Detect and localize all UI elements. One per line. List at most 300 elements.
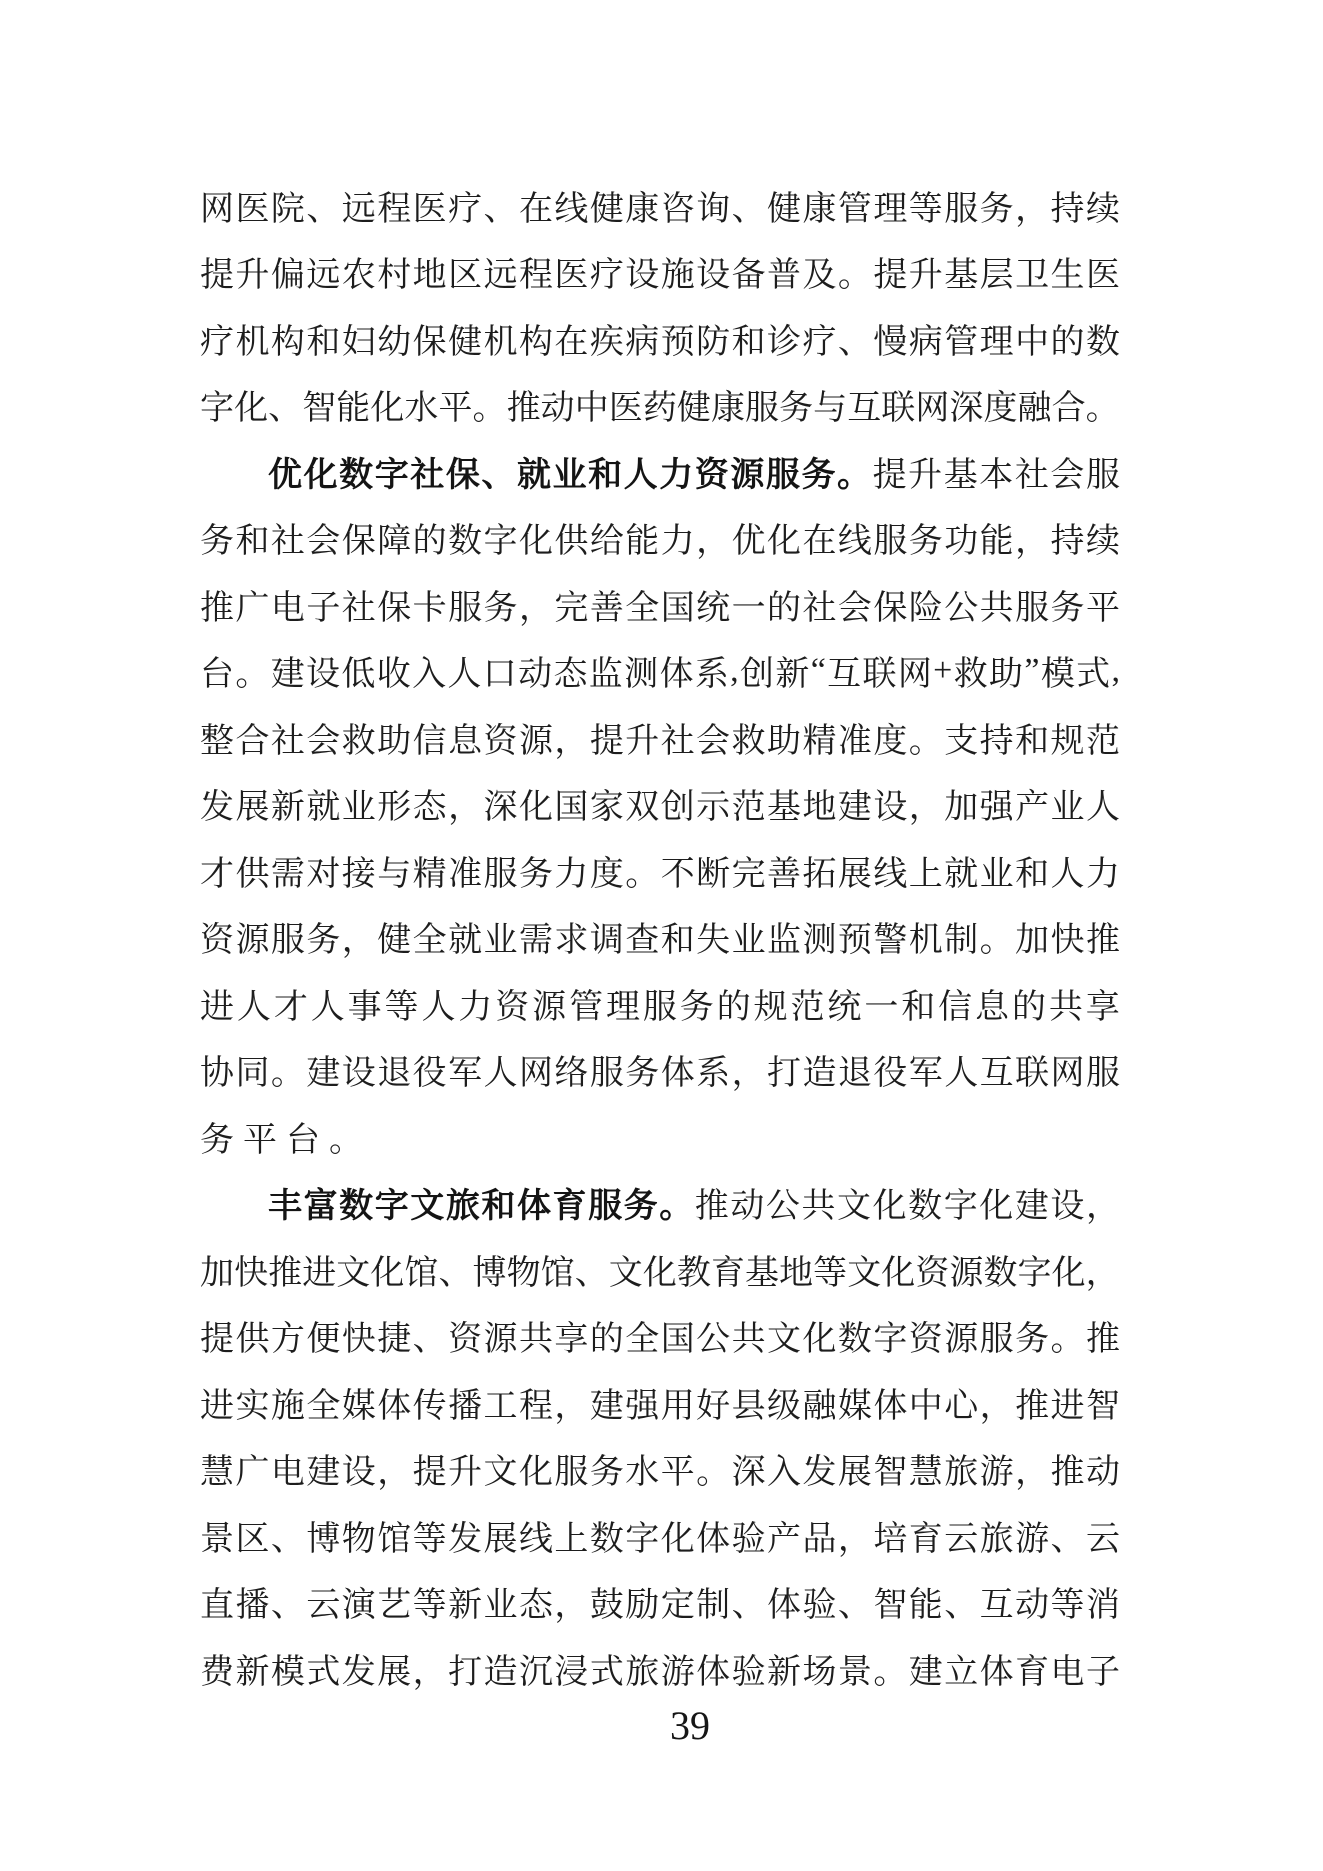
body-glyph: 全 — [625, 1321, 660, 1359]
body-glyph: 公 — [765, 1188, 800, 1226]
body-glyph: 等 — [412, 1520, 447, 1558]
body-glyph: 服 — [1085, 456, 1120, 494]
body-glyph: 字 — [200, 390, 234, 428]
body-glyph: 化 — [979, 1188, 1014, 1226]
body-glyph: 传 — [412, 1387, 447, 1425]
body-glyph: 求 — [554, 922, 589, 960]
heading-glyph: 优 — [268, 456, 302, 494]
body-glyph: 新 — [767, 1653, 801, 1691]
body-glyph: 人 — [421, 988, 456, 1026]
body-glyph: 、 — [270, 1520, 305, 1558]
body-glyph: 体 — [767, 1587, 801, 1625]
body-glyph: 的 — [1050, 323, 1085, 361]
body-glyph: 设 — [625, 257, 660, 295]
heading-glyph: 字 — [374, 456, 409, 494]
body-glyph: 和 — [660, 922, 695, 960]
body-glyph: 景 — [200, 1520, 234, 1558]
body-glyph: 推 — [1085, 1321, 1120, 1359]
body-glyph: 慧 — [200, 1454, 234, 1492]
body-glyph: 在 — [518, 190, 553, 228]
body-glyph: 防 — [696, 323, 731, 361]
body-glyph: 层 — [979, 257, 1014, 295]
body-glyph: 服 — [589, 1055, 624, 1093]
body-glyph: 备 — [731, 257, 766, 295]
body-glyph: 务 — [779, 390, 814, 428]
body-glyph: 展 — [377, 1653, 412, 1691]
body-glyph: 升 — [908, 257, 943, 295]
body-glyph: 理 — [979, 323, 1014, 361]
body-glyph: 警 — [873, 922, 908, 960]
body-glyph: 查 — [625, 922, 660, 960]
body-glyph: 役 — [412, 1055, 447, 1093]
body-glyph: 文 — [837, 1188, 871, 1226]
body-glyph: 力 — [554, 855, 589, 893]
body-glyph: 在 — [802, 523, 837, 561]
body-glyph: 社 — [270, 722, 305, 760]
body-glyph: , — [730, 651, 739, 689]
text-line — [200, 837, 1120, 904]
body-glyph: 源 — [944, 1321, 979, 1359]
body-glyph: 务 — [679, 988, 714, 1026]
body-glyph: 联 — [862, 656, 897, 694]
body-glyph: 化 — [518, 523, 553, 561]
body-glyph: 源 — [483, 1321, 518, 1359]
body-glyph: 社 — [1014, 456, 1049, 494]
body-glyph: ， — [1015, 1454, 1050, 1492]
body-glyph: 平 — [243, 1121, 286, 1159]
body-glyph: 就 — [306, 789, 341, 827]
text-line — [200, 704, 1120, 771]
body-glyph: 台 — [286, 1121, 329, 1159]
body-glyph: 服 — [642, 988, 677, 1026]
body-glyph: 务 — [908, 523, 943, 561]
body-glyph: 准 — [448, 855, 483, 893]
body-glyph: 。 — [625, 855, 660, 893]
body-glyph: 强 — [625, 1387, 660, 1425]
body-glyph: 能 — [979, 523, 1014, 561]
body-glyph: 模 — [270, 1653, 305, 1691]
body-glyph: 深 — [483, 789, 518, 827]
body-glyph: 调 — [589, 922, 624, 960]
body-glyph: 险 — [908, 589, 943, 627]
body-glyph: 发 — [341, 1653, 376, 1691]
body-glyph: 制 — [944, 922, 979, 960]
body-glyph: 施 — [660, 257, 695, 295]
body-glyph: 业 — [979, 855, 1014, 893]
heading-glyph: 和 — [481, 1188, 516, 1226]
body-glyph: 生 — [1050, 257, 1085, 295]
body-glyph: 合 — [1051, 390, 1086, 428]
body-glyph: 中 — [1015, 323, 1050, 361]
body-glyph: 育 — [710, 1254, 745, 1292]
body-glyph: 文 — [336, 1254, 371, 1292]
body-glyph: 工 — [483, 1387, 518, 1425]
body-glyph: 人 — [944, 1055, 979, 1093]
body-glyph: 就 — [944, 855, 979, 893]
body-glyph: ， — [448, 789, 483, 827]
body-glyph: 。 — [908, 722, 943, 760]
body-glyph: 和 — [306, 323, 341, 361]
body-glyph: 、 — [438, 1254, 473, 1292]
body-glyph: 式 — [1076, 656, 1111, 694]
body-glyph: 式 — [306, 1653, 341, 1691]
body-glyph: 程 — [518, 1387, 553, 1425]
body-glyph: 水 — [625, 1454, 660, 1492]
body-glyph: 公 — [944, 589, 979, 627]
body-glyph: 服 — [979, 1321, 1014, 1359]
body-glyph: 的 — [716, 988, 751, 1026]
body-glyph: 直 — [200, 1587, 234, 1625]
body-glyph: 网 — [518, 1055, 553, 1093]
body-glyph: 融 — [1017, 390, 1052, 428]
body-glyph: 务 — [1015, 1321, 1050, 1359]
body-glyph: 诊 — [767, 323, 801, 361]
body-glyph: 供 — [554, 523, 589, 561]
body-glyph: 式 — [589, 1653, 624, 1691]
body-glyph: 救 — [953, 656, 988, 694]
text-line — [200, 638, 1120, 705]
body-glyph: 设 — [306, 656, 341, 694]
body-glyph: 医 — [412, 190, 447, 228]
body-glyph: 用 — [660, 1387, 695, 1425]
body-glyph: 区 — [448, 257, 483, 295]
body-glyph: 续 — [1085, 190, 1120, 228]
body-glyph: 构 — [518, 323, 553, 361]
body-glyph: 协 — [200, 1055, 234, 1093]
body-glyph: 化 — [642, 1254, 677, 1292]
body-glyph: 体 — [696, 1520, 731, 1558]
body-glyph: 业 — [731, 922, 766, 960]
heading-glyph: 服 — [765, 456, 800, 494]
body-glyph: 医 — [554, 257, 589, 295]
body-glyph: 云 — [306, 1587, 341, 1625]
body-glyph: ， — [412, 1653, 447, 1691]
body-glyph: 智 — [873, 1454, 908, 1492]
body-glyph: 广 — [235, 1454, 270, 1492]
body-glyph: 、 — [306, 190, 341, 228]
body-glyph: 游 — [979, 1454, 1014, 1492]
body-glyph: 文 — [608, 1254, 643, 1292]
body-glyph: 强 — [979, 789, 1014, 827]
body-glyph: 军 — [908, 1055, 943, 1093]
body-glyph: 一 — [864, 988, 899, 1026]
body-glyph: 的 — [1011, 988, 1046, 1026]
body-glyph: 需 — [270, 855, 305, 893]
body-glyph: 字 — [873, 1321, 908, 1359]
body-glyph: 互 — [847, 390, 882, 428]
body-glyph: 化 — [767, 523, 801, 561]
body-glyph: 会 — [696, 722, 731, 760]
body-glyph: , — [1111, 651, 1120, 689]
body-glyph: 联 — [881, 390, 916, 428]
body-glyph: 建 — [270, 656, 305, 694]
heading-glyph: 保 — [445, 456, 480, 494]
body-glyph: 务 — [589, 1454, 624, 1492]
text-line — [200, 771, 1120, 838]
body-glyph: 文 — [767, 1321, 801, 1359]
body-glyph: 态 — [553, 656, 588, 694]
body-glyph: 会 — [306, 523, 341, 561]
body-glyph: 化 — [518, 789, 553, 827]
body-glyph: 卫 — [1015, 257, 1050, 295]
body-glyph: 互 — [979, 1055, 1014, 1093]
body-glyph: 共 — [731, 1321, 766, 1359]
body-glyph: 造 — [802, 1055, 837, 1093]
text-line — [200, 1635, 1120, 1702]
body-glyph: 融 — [802, 1387, 837, 1425]
body-glyph: ， — [1085, 1188, 1120, 1226]
body-glyph: 务 — [625, 1055, 660, 1093]
body-glyph: 共 — [801, 1188, 836, 1226]
body-glyph: 馆 — [377, 1520, 412, 1558]
body-glyph: 体 — [377, 1387, 412, 1425]
body-glyph: “ — [810, 651, 826, 689]
body-glyph: 优 — [731, 523, 766, 561]
body-glyph: 退 — [377, 1055, 412, 1093]
body-glyph: 水 — [404, 390, 439, 428]
body-glyph: 上 — [908, 855, 943, 893]
body-glyph: 共 — [1048, 988, 1083, 1026]
body-glyph: 务 — [200, 523, 234, 561]
body-glyph: 入 — [767, 1454, 801, 1492]
body-glyph: 游 — [1015, 1520, 1050, 1558]
text-line — [200, 571, 1120, 638]
body-glyph: 加 — [200, 1254, 234, 1292]
body-glyph: 会 — [306, 722, 341, 760]
body-glyph: 。 — [696, 1454, 731, 1492]
body-glyph: 等 — [908, 190, 943, 228]
body-glyph: 网 — [915, 390, 950, 428]
body-glyph: 构 — [270, 323, 305, 361]
body-glyph: 慧 — [908, 1454, 943, 1492]
body-glyph: 力 — [1085, 855, 1120, 893]
body-glyph: 推 — [506, 390, 541, 428]
body-glyph: 发 — [448, 1520, 483, 1558]
body-glyph: 医 — [1085, 257, 1120, 295]
body-glyph: 网 — [200, 190, 234, 228]
body-glyph: 公 — [696, 1321, 731, 1359]
body-glyph: 线 — [837, 523, 872, 561]
body-glyph: 、 — [412, 1321, 447, 1359]
body-glyph: 建 — [306, 1055, 341, 1093]
body-glyph: 接 — [341, 855, 376, 893]
body-glyph: 能 — [908, 1587, 943, 1625]
text-line — [200, 372, 1120, 439]
body-glyph: 、 — [574, 1254, 609, 1292]
body-glyph: 态 — [412, 789, 447, 827]
body-glyph: 数 — [448, 523, 483, 561]
body-glyph: 等 — [384, 988, 419, 1026]
body-glyph: 普 — [767, 257, 801, 295]
body-glyph: 供 — [235, 1321, 270, 1359]
body-glyph: 病 — [908, 323, 943, 361]
body-glyph: 捷 — [377, 1321, 412, 1359]
text-block — [200, 172, 1120, 1702]
body-glyph: 咨 — [660, 190, 695, 228]
body-glyph: 统 — [696, 589, 731, 627]
body-glyph: 地 — [779, 1254, 814, 1292]
body-glyph: 字 — [1017, 1254, 1052, 1292]
body-glyph: 推 — [1015, 1387, 1050, 1425]
body-glyph: 预 — [660, 323, 695, 361]
body-glyph: 信 — [938, 988, 973, 1026]
body-glyph: 续 — [1085, 523, 1120, 561]
body-glyph: 和 — [235, 523, 270, 561]
body-glyph: 建 — [589, 1387, 624, 1425]
body-glyph: 励 — [625, 1587, 660, 1625]
body-glyph: 加 — [1015, 922, 1050, 960]
body-glyph: 费 — [200, 1653, 234, 1691]
body-glyph: 媒 — [341, 1387, 376, 1425]
body-glyph: ， — [554, 722, 589, 760]
body-glyph: 对 — [306, 855, 341, 893]
body-glyph: 进 — [200, 1387, 234, 1425]
body-glyph: 。 — [235, 656, 270, 694]
heading-glyph: 体 — [516, 1188, 551, 1226]
body-glyph: 造 — [483, 1653, 518, 1691]
body-glyph: 务 — [200, 1121, 243, 1159]
body-glyph: 入 — [412, 656, 447, 694]
body-glyph: 制 — [696, 1587, 731, 1625]
body-glyph: 中 — [574, 390, 609, 428]
text-line — [200, 1103, 1120, 1170]
body-glyph: 健 — [767, 190, 801, 228]
body-glyph: 化 — [802, 1321, 837, 1359]
body-glyph: 字 — [625, 1520, 660, 1558]
text-line — [200, 1170, 1120, 1237]
body-glyph: 电 — [270, 589, 305, 627]
body-glyph: 建 — [1014, 1188, 1049, 1226]
body-glyph: 健 — [589, 190, 624, 228]
body-glyph: 方 — [270, 1321, 305, 1359]
body-glyph: 程 — [377, 190, 412, 228]
body-glyph: 动 — [1085, 1454, 1120, 1492]
body-glyph: 快 — [1050, 922, 1085, 960]
body-glyph: 能 — [625, 523, 660, 561]
body-glyph: 源 — [235, 922, 270, 960]
body-glyph: 会 — [1050, 456, 1085, 494]
body-glyph: 施 — [270, 1387, 305, 1425]
body-glyph: 动 — [518, 656, 553, 694]
body-glyph: 体 — [660, 1055, 695, 1093]
body-glyph: 物 — [341, 1520, 376, 1558]
text-line — [200, 172, 1120, 239]
body-glyph: 新 — [235, 1653, 270, 1691]
body-glyph: 持 — [979, 722, 1014, 760]
text-line — [200, 1303, 1120, 1370]
body-glyph: 博 — [472, 1254, 507, 1292]
body-glyph: 务 — [306, 922, 341, 960]
body-glyph: 本 — [979, 456, 1014, 494]
heading-glyph: 资 — [694, 456, 729, 494]
body-glyph: 给 — [589, 523, 624, 561]
body-glyph: 资 — [448, 1321, 483, 1359]
body-glyph: 文 — [483, 1454, 518, 1492]
body-glyph: 设 — [341, 1055, 376, 1093]
heading-glyph: 和 — [588, 456, 623, 494]
body-glyph: 统 — [827, 988, 862, 1026]
body-glyph: 医 — [608, 390, 643, 428]
body-glyph: 助 — [377, 722, 412, 760]
body-glyph: 需 — [518, 922, 553, 960]
body-glyph: 才 — [200, 855, 234, 893]
body-glyph: 范 — [731, 789, 766, 827]
heading-glyph: 务 — [801, 456, 836, 494]
body-glyph: 管 — [837, 190, 872, 228]
body-glyph: 络 — [554, 1055, 589, 1093]
body-glyph: 的 — [412, 523, 447, 561]
body-glyph: 农 — [341, 257, 376, 295]
body-glyph: 、 — [270, 1587, 305, 1625]
body-glyph: 升 — [908, 456, 943, 494]
body-glyph: 字 — [943, 1188, 978, 1226]
body-glyph: 深 — [949, 390, 984, 428]
body-glyph: 国 — [554, 789, 589, 827]
body-glyph: 完 — [554, 589, 589, 627]
body-glyph: 管 — [569, 988, 604, 1026]
body-glyph: 、 — [268, 390, 303, 428]
body-glyph: 服 — [270, 922, 305, 960]
body-glyph: 设 — [696, 257, 731, 295]
body-glyph: 化 — [234, 390, 269, 428]
body-glyph: 药 — [642, 390, 677, 428]
body-glyph: 浸 — [554, 1653, 589, 1691]
body-glyph: 好 — [696, 1387, 731, 1425]
body-glyph: 立 — [944, 1653, 979, 1691]
body-glyph: 提 — [589, 722, 624, 760]
body-glyph: 的 — [767, 589, 801, 627]
body-glyph: 旅 — [625, 1653, 660, 1691]
body-glyph: 推 — [1085, 922, 1120, 960]
body-glyph: 业 — [341, 789, 376, 827]
body-glyph: 台 — [200, 656, 234, 694]
body-glyph: 加 — [944, 789, 979, 827]
body-glyph: 发 — [802, 1454, 837, 1492]
body-glyph: 等 — [813, 1254, 848, 1292]
body-glyph: 动 — [730, 1188, 765, 1226]
text-line — [200, 505, 1120, 572]
body-glyph: 升 — [448, 1454, 483, 1492]
body-glyph: 人 — [1085, 789, 1120, 827]
body-glyph: 、 — [837, 1587, 872, 1625]
body-glyph: 新 — [775, 656, 810, 694]
body-glyph: 进 — [302, 1254, 337, 1292]
body-glyph: 形 — [377, 789, 412, 827]
body-glyph: 拓 — [802, 855, 837, 893]
body-glyph: 便 — [306, 1321, 341, 1359]
text-line — [200, 970, 1120, 1037]
body-glyph: 。 — [270, 1055, 305, 1093]
body-glyph: 测 — [624, 656, 659, 694]
body-glyph: 和 — [901, 988, 936, 1026]
body-glyph: 进 — [1050, 1387, 1085, 1425]
body-glyph: 、 — [944, 1587, 979, 1625]
body-glyph: 培 — [873, 1520, 908, 1558]
body-glyph: 服 — [1085, 1055, 1120, 1093]
body-glyph: 享 — [554, 1321, 589, 1359]
body-glyph: 保 — [412, 323, 447, 361]
body-glyph: 远 — [483, 257, 518, 295]
body-glyph: 建 — [306, 1454, 341, 1492]
body-glyph: 机 — [235, 323, 270, 361]
body-glyph: 化 — [518, 1454, 553, 1492]
body-glyph: 鼓 — [589, 1587, 624, 1625]
body-glyph: 子 — [306, 589, 341, 627]
body-glyph: 升 — [625, 722, 660, 760]
heading-glyph: 数 — [339, 456, 374, 494]
body-glyph: 创 — [660, 789, 695, 827]
body-glyph: 景 — [837, 1653, 872, 1691]
